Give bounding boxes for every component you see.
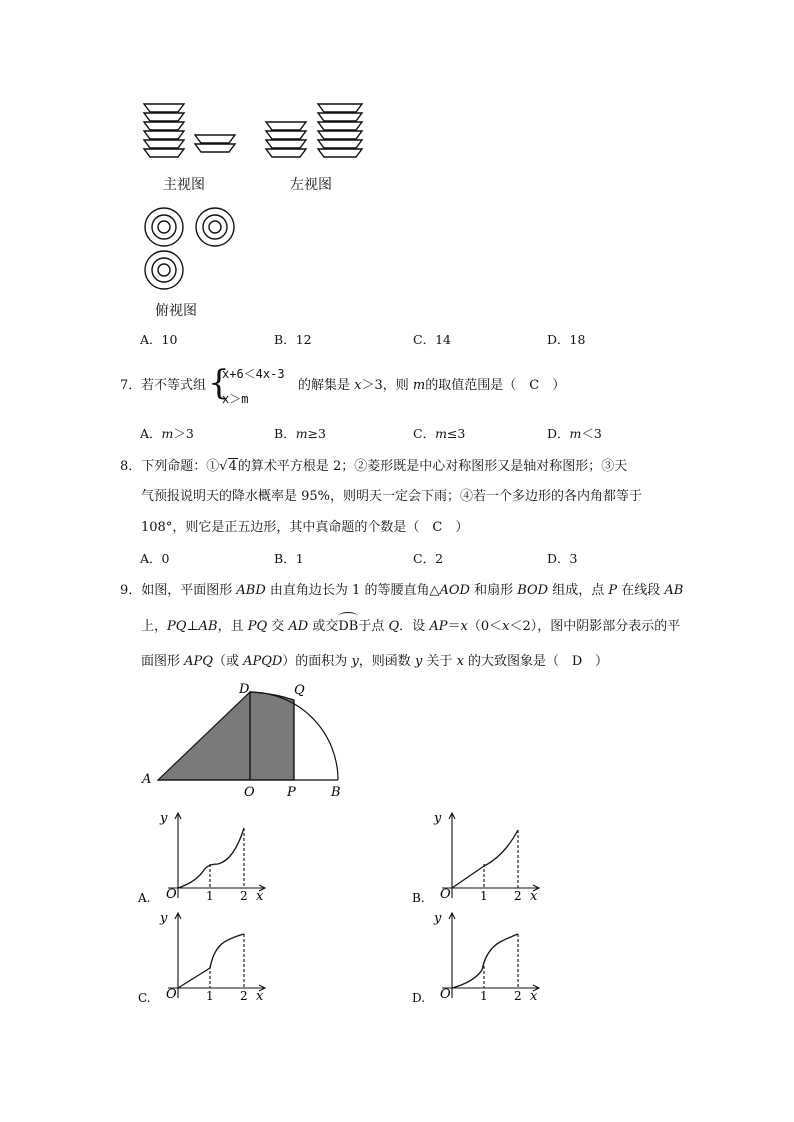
q9-line-2: 上，PQ⊥AB，且 PQ 交 AD 或交DB于点 Q．设 AP＝x（0＜x＜2），图中阴影部分表示的平 [141,617,680,637]
q7-number: 7． [120,378,142,393]
graph-c-y: y [160,911,168,926]
q7-answer: C [529,378,540,393]
graph-d-t1: 1 [480,989,488,1003]
label-p: P [287,785,296,800]
label-d: D [239,682,250,697]
graph-a-x: x [256,889,264,904]
graph-a-t1: 1 [206,889,214,903]
graph-a-t2: 2 [240,889,248,903]
q9-geometry-figure [138,680,356,800]
top-view-label: 俯视图 [155,303,197,319]
q9-line-1: 9．如图，平面图形 ABD 由直角边长为 1 的等腰直角△AOD 和扇形 BOD 组成，点 P 在线段 AB [120,583,684,598]
q7-inequality-2: x＞m [222,392,249,406]
q7-prefix: 若不等式组 [141,378,207,393]
q7-option-d[interactable]: D．m＜3 [547,426,602,441]
graph-b-t1: 1 [480,889,488,903]
front-view-label: 主视图 [163,177,205,193]
graph-d-x: x [530,989,538,1004]
top-view-drawing [140,204,240,294]
q7-inequality-1: x+6＜4x-3 [222,367,285,381]
graph-b-t2: 2 [514,889,522,903]
q8-option-c[interactable]: C．2 [413,551,444,566]
graph-option-b[interactable] [412,810,546,906]
shaded-region [158,692,294,780]
q8-option-b[interactable]: B．1 [274,551,304,566]
left-view-label: 左视图 [290,177,332,193]
q6-option-a[interactable]: A．10 [140,332,178,347]
q8-answer: C [432,520,443,535]
graph-c-origin: O [166,987,177,1002]
q8-option-d[interactable]: D．3 [547,551,578,566]
graph-b-origin: O [440,887,451,902]
q8-line-2: 气预报说明天的降水概率是 95%，则明天一定会下雨；④若一个多边形的各内角都等于 [141,489,643,504]
q7-option-c[interactable]: C．m≤3 [413,426,466,441]
graph-a-letter: A. [138,891,151,905]
q6-option-d[interactable]: D．18 [547,332,586,347]
graph-c-t1: 1 [206,989,214,1003]
front-view-drawing [140,100,240,162]
q6-option-c[interactable]: C．14 [413,332,451,347]
label-b: B [331,785,341,800]
graph-c-x: x [256,989,264,1004]
q8-line-3: 108°，则它是正五边形，其中真命题的个数是（ C ） [141,518,468,538]
graph-b-letter: B. [412,891,425,905]
graph-d-t2: 2 [514,989,522,1003]
graph-d-letter: D. [412,991,426,1005]
graph-d-origin: O [440,987,451,1002]
q7-stem-rest: 的解集是 x＞3，则 m的取值范围是（ C ） [298,376,565,396]
graph-option-c[interactable] [138,910,272,1006]
q9-line-3: 面图形 APQ（或 APQD）的面积为 y，则函数 y 关于 x 的大致图象是（ D ） [141,652,608,672]
q7-option-b[interactable]: B．m≥3 [274,426,326,441]
graph-d-y: y [434,911,442,926]
q7-option-a[interactable]: A．m＞3 [140,426,194,441]
graph-b-y: y [434,811,442,826]
q8-line-1: 8．下列命题：①√4的算术平方根是 2；②菱形既是中心对称图形又是轴对称图形；③天 [120,459,628,474]
q7-brace: { [208,363,230,403]
graph-option-a[interactable] [138,810,272,906]
left-view-drawing [262,100,366,162]
q8-option-a[interactable]: A．0 [140,551,170,566]
graph-a-origin: O [166,887,177,902]
graph-c-t2: 2 [240,989,248,1003]
label-q: Q [294,683,305,698]
graph-option-d[interactable] [412,910,546,1006]
label-a: A [142,772,152,787]
q6-option-b[interactable]: B．12 [274,332,312,347]
graph-b-x: x [530,889,538,904]
graph-a-y: y [160,811,168,826]
label-o: O [244,785,255,800]
q9-answer: D [571,654,583,669]
graph-c-letter: C. [138,991,151,1005]
